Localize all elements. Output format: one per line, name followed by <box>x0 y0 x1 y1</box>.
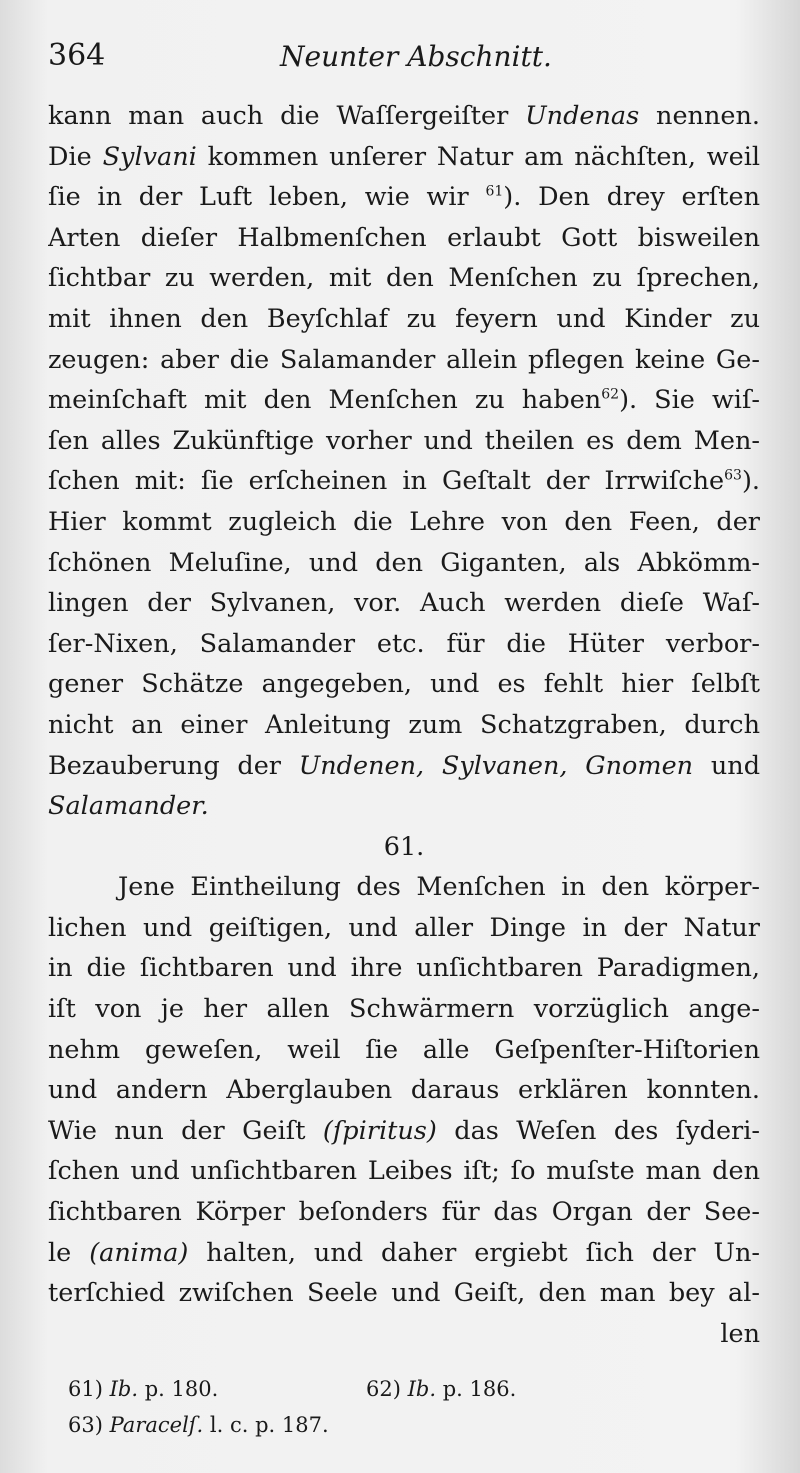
footnote-62: 62) Ib. p. 186. <box>366 1377 517 1401</box>
text-line: Salamander. <box>48 791 209 822</box>
footnote-row <box>68 1372 708 1408</box>
text-line: ſchen mit: ſie erſcheinen in Geſtalt der Irrwiſche$^{63}$). <box>48 466 760 497</box>
text-line: Arten dieſer Halbmenſchen erlaubt Gott bisweilen <box>48 222 760 253</box>
running-title: Neunter Abschnitt. <box>280 40 552 73</box>
footnotes <box>68 1372 708 1444</box>
footnote-ref: 62 <box>601 386 620 403</box>
footnote-ref: 63 <box>724 467 742 484</box>
text-line: in die ſichtbaren und ihre unſichtbaren Paradigmen, <box>48 953 760 984</box>
text-line: meinſchaft mit den Menſchen zu haben$^{62}$). Sie wiſ- <box>48 385 760 416</box>
text-line: mit ihnen den Beyſchlaf zu feyern und Kinder zu <box>48 303 760 334</box>
text-line: iſt von je her allen Schwärmern vorzüglich ange- <box>48 994 760 1025</box>
text-line: gener Schätze angegeben, und es fehlt hier ſelbſt <box>48 669 760 700</box>
page-header <box>48 38 768 88</box>
text-line: ſchen und unſichtbaren Leibes iſt; ſo muſste man den <box>48 1156 760 1187</box>
text-line: Die Sylvani kommen unſerer Natur am nächſten, weil <box>48 141 760 172</box>
catchword: len <box>720 1318 760 1349</box>
text-line: nicht an einer Anleitung zum Schatzgraben, durch <box>48 709 760 740</box>
text-line: Hier kommt zugleich die Lehre von den Feen, der <box>48 506 760 537</box>
text-line: lichen und geiſtigen, und aller Dinge in der Natur <box>48 912 760 943</box>
text-line: le (anima) halten, und daher ergiebt ſich der Un- <box>48 1237 760 1268</box>
footnote-row <box>68 1408 708 1444</box>
text-line: Jene Eintheilung des Menſchen in den körper- <box>118 872 760 903</box>
page-number: 364 <box>48 38 106 73</box>
footnote-61: 61) Ib. p. 180. <box>68 1377 219 1401</box>
text-line: terſchied zwiſchen Seele und Geiſt, den man bey al- <box>48 1278 760 1309</box>
text-line: und andern Aberglauben daraus erklären konnten. <box>48 1075 760 1106</box>
text-line: Wie nun der Geiſt (ſpiritus) das Weſen des ſyderi- <box>48 1115 760 1146</box>
text-line: ſichtbaren Körper beſonders für das Organ der See- <box>48 1197 760 1228</box>
text-line: ſichtbar zu werden, mit den Menſchen zu ſprechen, <box>48 263 760 294</box>
text-line: ſchönen Meluſine, und den Giganten, als Abkömm- <box>48 547 760 578</box>
text-line: lingen der Sylvanen, vor. Auch werden dieſe Waſ- <box>48 588 760 619</box>
text-line: ſen alles Zukünftige vorher und theilen es dem Men- <box>48 425 760 456</box>
text-line: Bezauberung der Undenen, Sylvanen, Gnomen und <box>48 750 760 781</box>
text-line: nehm geweſen, weil ſie alle Geſpenſter-Hiſtorien <box>48 1034 760 1065</box>
section-number: 61. <box>383 831 425 862</box>
text-line: ſie in der Luft leben, wie wir $^{61}$). Den drey erſten <box>48 182 760 213</box>
text-line: ſer-Nixen, Salamander etc. für die Hüter verbor- <box>48 628 760 659</box>
footnote-63: 63) Paracelſ. l. c. p. 187. <box>68 1413 329 1437</box>
main-text <box>48 96 760 1354</box>
footnote-ref: 61 <box>485 183 504 200</box>
text-line: zeugen: aber die Salamander allein pflegen keine Ge- <box>48 344 760 375</box>
text-line: kann man auch die Waſſergeiſter Undenas nennen. <box>48 101 760 131</box>
